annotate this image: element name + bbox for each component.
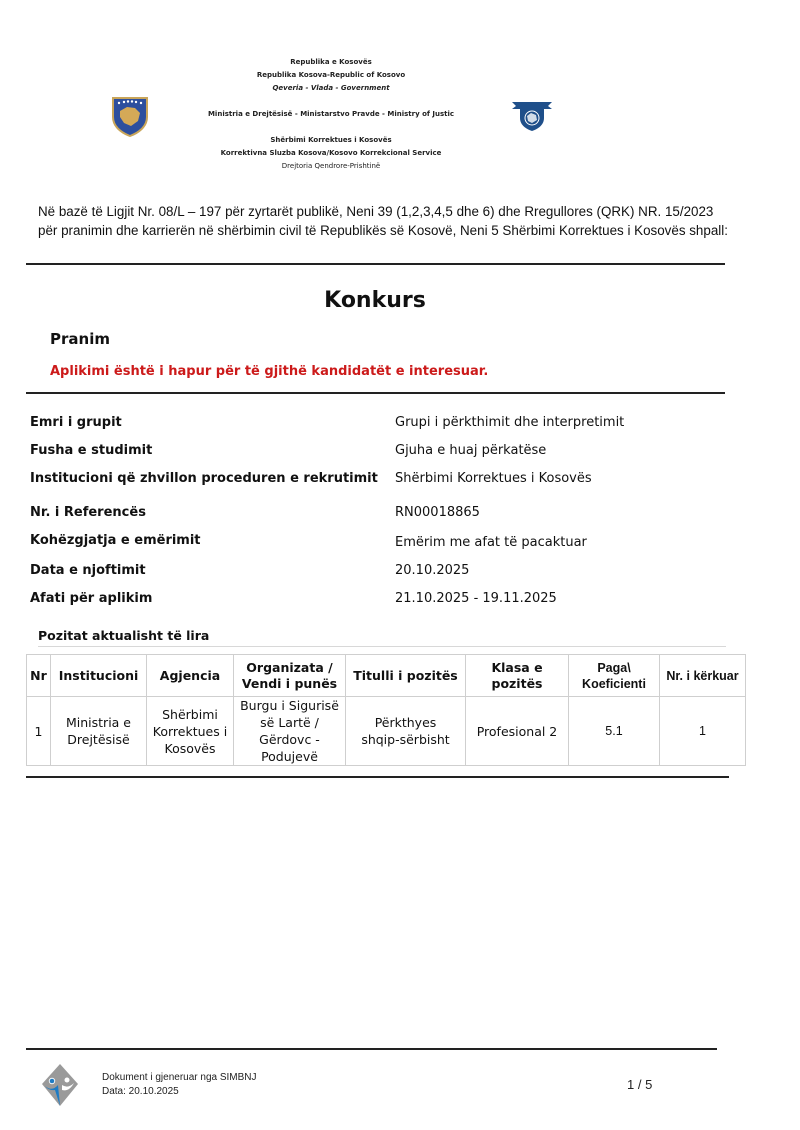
cell-organization: Burgu i Sigurisë së Lartë / Gërdovc -Podujevë — [234, 697, 346, 766]
divider — [26, 392, 725, 394]
positions-section-title: Pozitat aktualisht të lira — [38, 628, 210, 643]
cell-institution: Ministria e Drejtësisë — [51, 697, 147, 766]
header-republic-sq: Republika e Kosovës — [290, 58, 372, 66]
detail-value: Shërbimi Korrektues i Kosovës — [395, 471, 592, 486]
header-service: Shërbimi Korrektues i Kosovës — [270, 136, 392, 144]
cell-agency: Shërbimi Korrektues i Kosovës — [147, 697, 234, 766]
section-divider — [38, 646, 726, 647]
detail-label: Institucioni që zhvillon proceduren e rekrutimit — [30, 471, 378, 486]
divider — [26, 776, 729, 778]
column-header: Organizata / Vendi i punës — [234, 655, 346, 697]
column-header: Institucioni — [51, 655, 147, 697]
header-service-multi: Korrektivna Sluzba Kosova/Kosovo Korrekcional Service — [220, 149, 442, 157]
legal-basis-paragraph: Në bazë të Ligjit Nr. 08/L – 197 për zyrtarët publikë, Neni 39 (1,2,3,4,5 dhe 6) dhe Rregullores (QRK) NR. 15/2023 për pranimin dhe karrierën në shërbimin civil të Republikës së Kosovë, Neni 5 Shërbimi Korrektues i Kosovës shpall: — [38, 204, 728, 238]
kosovo-coat-of-arms-icon — [110, 95, 150, 137]
generated-date: Data: 20.10.2025 — [102, 1086, 179, 1097]
open-application-notice: Aplikimi është i hapur për të gjithë kandidatët e interesuar. — [50, 364, 489, 379]
detail-value: Emërim me afat të pacaktuar — [395, 535, 587, 550]
detail-label: Kohëzgjatja e emërimit — [30, 533, 201, 548]
column-header: Nr. i kërkuar — [660, 655, 746, 697]
generated-by-text: Dokument i gjeneruar nga SIMBNJ — [102, 1072, 257, 1083]
detail-label: Afati për aplikim — [30, 591, 153, 606]
table-header-row — [27, 655, 746, 697]
positions-table — [26, 654, 746, 766]
header-ministry: Ministria e Drejtësisë - Ministarstvo Pravde - Ministry of Justic — [207, 110, 455, 118]
correctional-service-seal-icon — [510, 96, 554, 132]
divider — [26, 263, 725, 265]
detail-value: Grupi i përkthimit dhe interpretimit — [395, 415, 625, 430]
detail-value: RN00018865 — [395, 505, 480, 520]
header-government: Qeveria - Vlada - Government — [272, 84, 390, 92]
page-title: Konkurs — [324, 288, 426, 313]
column-header: Paga\ Koeficienti — [569, 655, 660, 697]
simbnj-logo-icon — [40, 1062, 80, 1108]
page-number: 1 / 5 — [627, 1077, 653, 1092]
detail-value: 21.10.2025 - 19.11.2025 — [395, 591, 557, 606]
cell-position-title: Përkthyes shqip-sërbisht — [346, 697, 466, 766]
column-header: Nr — [27, 655, 51, 697]
detail-label: Emri i grupit — [30, 415, 122, 430]
footer-divider — [26, 1048, 717, 1050]
detail-label: Nr. i Referencës — [30, 505, 146, 520]
cell-required-count: 1 — [660, 697, 746, 766]
table-row — [27, 697, 746, 766]
detail-label: Data e njoftimit — [30, 563, 146, 578]
column-header: Titulli i pozitës — [346, 655, 466, 697]
detail-value: 20.10.2025 — [395, 563, 470, 578]
recruitment-type: Pranim — [50, 330, 110, 348]
header-republic-multi: Republika Kosova-Republic of Kosovo — [256, 71, 406, 79]
column-header: Klasa e pozitës — [466, 655, 569, 697]
detail-label: Fusha e studimit — [30, 443, 153, 458]
cell-position-class: Profesional 2 — [466, 697, 569, 766]
cell-nr: 1 — [27, 697, 51, 766]
column-header: Agjencia — [147, 655, 234, 697]
detail-value: Gjuha e huaj përkatëse — [395, 443, 547, 458]
header-directorate: Drejtoria Qendrore-Prishtinë — [281, 162, 381, 170]
cell-salary-coefficient: 5.1 — [569, 697, 660, 766]
